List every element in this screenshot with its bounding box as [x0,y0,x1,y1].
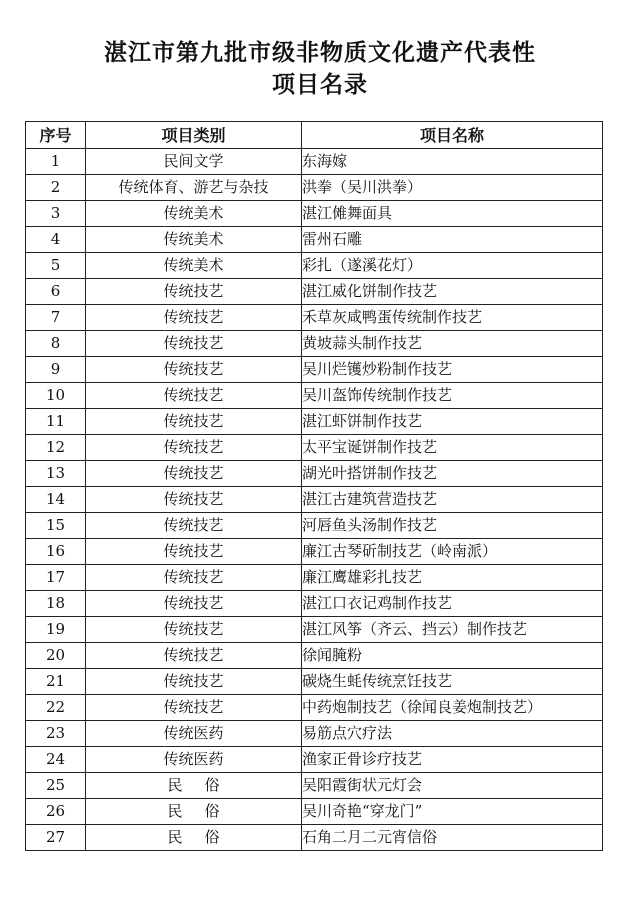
row-project-category: 传统美术 [86,227,302,253]
row-project-name: 湖光叶搭饼制作技艺 [302,461,603,487]
row-serial-number: 14 [26,487,86,513]
table-row [26,643,603,669]
table-row [26,175,603,201]
row-serial-number: 22 [26,695,86,721]
table-row [26,539,603,565]
row-project-name: 河唇鱼头汤制作技艺 [302,513,603,539]
row-project-name: 东海嫁 [302,149,603,175]
table-row [26,695,603,721]
header-serial-number: 序号 [26,122,86,149]
table-row [26,825,603,851]
table-row [26,773,603,799]
row-project-name: 廉江鹰雄彩扎技艺 [302,565,603,591]
row-project-category: 传统技艺 [86,487,302,513]
table-row [26,331,603,357]
row-serial-number: 25 [26,773,86,799]
table-row [26,591,603,617]
row-project-name: 彩扎（遂溪花灯） [302,253,603,279]
row-serial-number: 26 [26,799,86,825]
row-project-name: 吴阳霞街状元灯会 [302,773,603,799]
row-project-category: 民俗 [86,825,302,851]
table-header-row [26,122,603,149]
row-project-category: 传统技艺 [86,357,302,383]
row-project-category: 传统技艺 [86,643,302,669]
row-project-category: 传统美术 [86,253,302,279]
row-serial-number: 27 [26,825,86,851]
row-serial-number: 4 [26,227,86,253]
row-serial-number: 13 [26,461,86,487]
table-row [26,357,603,383]
row-project-category: 传统技艺 [86,331,302,357]
row-project-name: 吴川奇艳“穿龙门” [302,799,603,825]
row-project-category: 传统技艺 [86,565,302,591]
table-row [26,513,603,539]
header-project-name: 项目名称 [302,122,603,149]
row-project-category: 传统技艺 [86,591,302,617]
row-project-name: 中药炮制技艺（徐闻良姜炮制技艺） [302,695,603,721]
row-project-name: 湛江虾饼制作技艺 [302,409,603,435]
row-serial-number: 11 [26,409,86,435]
row-project-name: 湛江风筝（齐云、挡云）制作技艺 [302,617,603,643]
row-serial-number: 7 [26,305,86,331]
row-project-name: 雷州石雕 [302,227,603,253]
row-serial-number: 3 [26,201,86,227]
row-serial-number: 23 [26,721,86,747]
row-project-name: 湛江傩舞面具 [302,201,603,227]
table-row [26,747,603,773]
row-serial-number: 2 [26,175,86,201]
row-project-category: 传统技艺 [86,279,302,305]
row-project-category: 民俗 [86,773,302,799]
row-project-category: 传统技艺 [86,435,302,461]
row-project-name: 湛江古建筑营造技艺 [302,487,603,513]
row-project-name: 黄坡蒜头制作技艺 [302,331,603,357]
row-project-name: 廉江古琴斫制技艺（岭南派） [302,539,603,565]
row-serial-number: 19 [26,617,86,643]
heritage-list-table [25,121,603,851]
row-project-category: 民间文学 [86,149,302,175]
row-project-category: 民俗 [86,799,302,825]
document-title-line-2: 项目名录 [272,72,368,98]
table-row [26,253,603,279]
row-project-category: 传统美术 [86,201,302,227]
table-row [26,279,603,305]
row-project-category: 传统技艺 [86,539,302,565]
table-row [26,305,603,331]
row-project-name: 徐闻腌粉 [302,643,603,669]
row-project-name: 吴川盔饰传统制作技艺 [302,383,603,409]
row-serial-number: 15 [26,513,86,539]
row-project-name: 湛江口衣记鸡制作技艺 [302,591,603,617]
row-project-name: 吴川烂镬炒粉制作技艺 [302,357,603,383]
row-serial-number: 20 [26,643,86,669]
row-project-category: 传统技艺 [86,513,302,539]
row-project-category: 传统技艺 [86,461,302,487]
row-serial-number: 16 [26,539,86,565]
row-project-name: 禾草灰咸鸭蛋传统制作技艺 [302,305,603,331]
table-row [26,721,603,747]
row-serial-number: 8 [26,331,86,357]
row-project-category: 传统医药 [86,747,302,773]
table-row [26,227,603,253]
row-project-name: 渔家正骨诊疗技艺 [302,747,603,773]
header-project-category: 项目类别 [86,122,302,149]
row-project-name: 湛江威化饼制作技艺 [302,279,603,305]
table-row [26,149,603,175]
row-project-name: 太平宝诞饼制作技艺 [302,435,603,461]
row-serial-number: 10 [26,383,86,409]
row-serial-number: 9 [26,357,86,383]
table-row [26,201,603,227]
document-title-line-1: 湛江市第九批市级非物质文化遗产代表性 [104,40,536,66]
row-project-category: 传统技艺 [86,669,302,695]
row-serial-number: 12 [26,435,86,461]
table-row [26,461,603,487]
row-project-name: 石角二月二元宵信俗 [302,825,603,851]
row-serial-number: 6 [26,279,86,305]
row-project-name: 碳烧生蚝传统烹饪技艺 [302,669,603,695]
table-row [26,565,603,591]
row-project-category: 传统技艺 [86,305,302,331]
table-row [26,487,603,513]
row-serial-number: 17 [26,565,86,591]
table-row [26,669,603,695]
row-serial-number: 5 [26,253,86,279]
row-project-category: 传统技艺 [86,409,302,435]
row-project-name: 易筋点穴疗法 [302,721,603,747]
row-project-category: 传统技艺 [86,383,302,409]
row-project-category: 传统技艺 [86,695,302,721]
row-serial-number: 24 [26,747,86,773]
table-row [26,435,603,461]
row-serial-number: 21 [26,669,86,695]
table-row [26,617,603,643]
row-project-category: 传统体育、游艺与杂技 [86,175,302,201]
row-project-name: 洪拳（吴川洪拳） [302,175,603,201]
table-row [26,409,603,435]
row-serial-number: 1 [26,149,86,175]
row-project-category: 传统技艺 [86,617,302,643]
row-serial-number: 18 [26,591,86,617]
table-row [26,383,603,409]
row-project-category: 传统医药 [86,721,302,747]
table-row [26,799,603,825]
